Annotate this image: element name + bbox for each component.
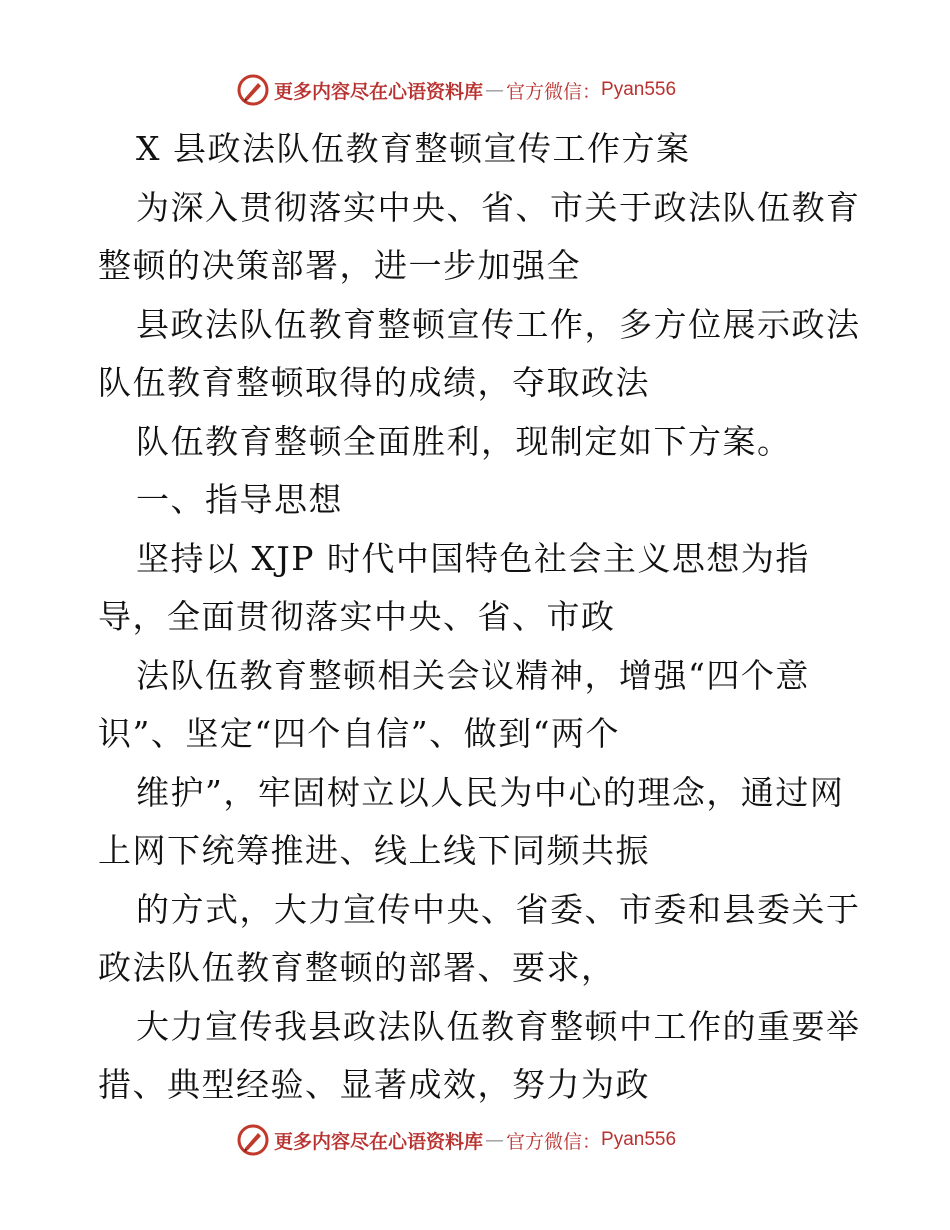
text-line: 县政法队伍教育整顿宣传工作，多方位展示政法	[136, 304, 861, 344]
watermark-label: 官方微信：	[506, 1130, 602, 1153]
text-line: 大力宣传我县政法队伍教育整顿中工作的重要举	[136, 1006, 861, 1046]
watermark-label: 官方微信：	[506, 80, 602, 103]
text-line: 整顿的决策部署，进一步加强全	[98, 246, 581, 285]
document-title: X 县政法队伍教育整顿宣传工作方案	[136, 129, 691, 168]
watermark-id: Pyan556	[601, 79, 677, 100]
text-line: 坚持以 XJP 时代中国特色社会主义思想为指	[136, 538, 810, 578]
text-line: 措、典型经验、显著成效，努力为政	[98, 1065, 650, 1104]
text-line: 导，全面贯彻落实中央、省、市政	[98, 597, 616, 636]
text-line: 识”、坚定“四个自信”、做到“两个	[98, 714, 620, 753]
text-line: 为深入贯彻落实中央、省、市关于政法队伍教育	[136, 187, 861, 227]
header-watermark	[236, 72, 756, 108]
text-line: 法队伍教育整顿相关会议精神，增强“四个意	[136, 655, 810, 695]
text-line: 维护”，牢固树立以人民为中心的理念，通过网	[136, 772, 845, 812]
watermark-text: 更多内容尽在心语资料库	[274, 80, 484, 103]
text-line: 队伍教育整顿全面胜利，现制定如下方案。	[136, 421, 792, 461]
text-line: 队伍教育整顿取得的成绩，夺取政法	[98, 363, 650, 402]
watermark-id: Pyan556	[601, 1129, 677, 1150]
text-line: 上网下统筹推进、线上线下同频共振	[98, 831, 650, 870]
pen-logo-icon	[236, 1123, 270, 1157]
footer-watermark	[236, 1122, 756, 1158]
text-line: 一、指导思想	[136, 480, 343, 519]
text-line: 政法队伍教育整顿的部署、要求，	[98, 948, 616, 987]
watermark-text: 更多内容尽在心语资料库	[274, 1130, 484, 1153]
watermark-dash: —	[485, 1129, 505, 1151]
document-body	[98, 120, 861, 1115]
text-line: 的方式，大力宣传中央、省委、市委和县委关于	[136, 889, 861, 929]
pen-logo-icon	[236, 73, 270, 107]
watermark-dash: —	[485, 79, 505, 101]
